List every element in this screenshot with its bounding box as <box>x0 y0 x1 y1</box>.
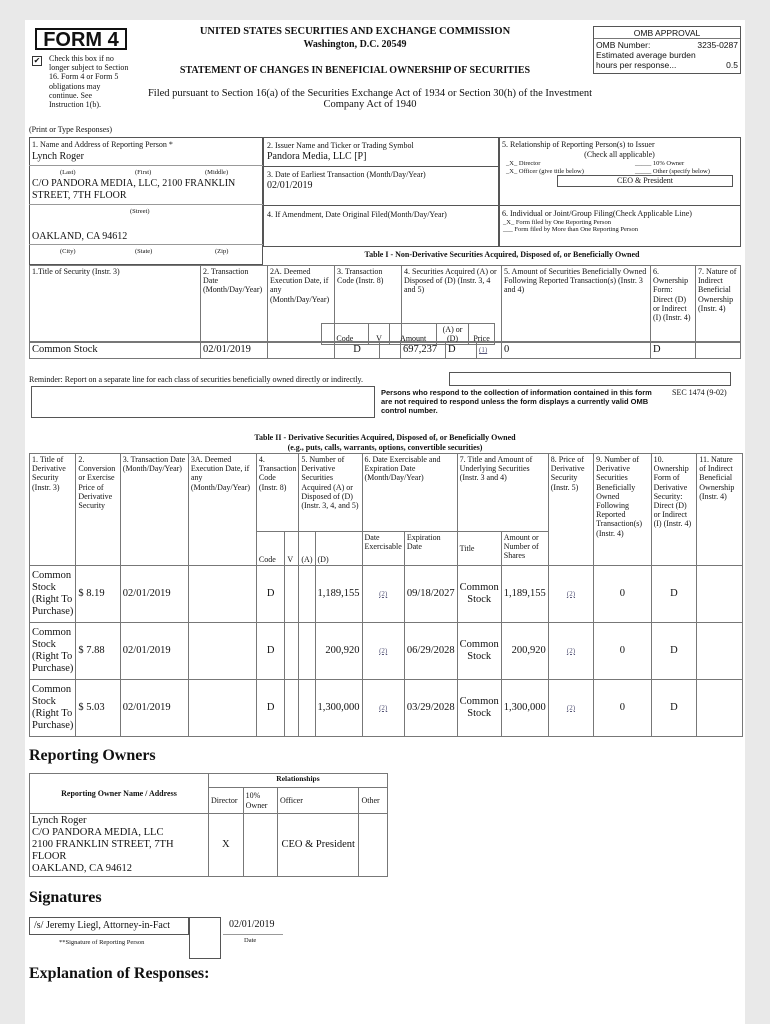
t2-r0-own: D <box>651 566 697 623</box>
t1-footnote[interactable]: (1) <box>479 346 488 355</box>
t2-r0-security: Common Stock (Right To Purchase) <box>30 566 76 623</box>
t2-r1-nature <box>697 623 743 680</box>
signature-date: 02/01/2019 <box>229 919 275 930</box>
label-street: (Street) <box>130 208 150 215</box>
reporting-person-name: Lynch Roger <box>32 151 84 162</box>
t2-r2-shares: 1,300,000 <box>501 680 548 737</box>
t2-r0-deemed <box>188 566 256 623</box>
city-state-zip: OAKLAND, CA 94612 <box>32 231 128 242</box>
label-last: (Last) <box>60 169 76 176</box>
t2-r0-code: D <box>256 566 284 623</box>
owners-relationships-header: Relationships <box>208 774 387 788</box>
street-address: C/O PANDORA MEDIA, LLC, 2100 FRANKLIN STREET, 7TH FLOOR <box>32 178 236 201</box>
explanation-heading: Explanation of Responses: <box>29 965 210 982</box>
persons-notice: Persons who respond to the collection of information contained in this form are not required to respond unless the form displays a currently valid OMB control number. <box>381 388 652 415</box>
other-line: _____ Other (specify below) <box>635 168 710 175</box>
t2-r2-v <box>285 680 299 737</box>
t2-date-exercisable: Date Exercisable <box>362 532 404 566</box>
omb-title: OMB APPROVAL <box>594 28 740 39</box>
t2-r2-code: D <box>256 680 284 737</box>
box2-label: 2. Issuer Name and Ticker or Trading Symbol <box>267 141 414 150</box>
box5-label: 5. Relationship of Reporting Person(s) to Issuer <box>502 140 655 149</box>
t2-r1-own: D <box>651 623 697 680</box>
t2-r1-exfn[interactable]: (2) <box>379 646 388 655</box>
t2-r2-pricefn[interactable]: (2) <box>566 703 576 712</box>
t2-h11: 10. Ownership Form of Derivative Security: Direct (D) or Indirect (I) (Instr. 4) <box>651 454 697 566</box>
t2-r2-deemed <box>188 680 256 737</box>
t2-r1-exp: 06/29/2028 <box>404 623 457 680</box>
reminder-box-right <box>449 372 731 386</box>
signature-block <box>29 917 289 959</box>
t1-nature <box>696 343 741 359</box>
omb-number-label: OMB Number: <box>596 40 651 50</box>
issuer-name: Pandora Media, LLC [P] <box>267 151 367 162</box>
t2-r0-exp: 09/18/2027 <box>404 566 457 623</box>
t2-r2-d: 1,300,000 <box>315 680 362 737</box>
t2-r0-v <box>285 566 299 623</box>
t1-aord: (A) or (D) <box>436 324 468 345</box>
officer-title: CEO & President <box>557 175 733 187</box>
box6-label: 6. Individual or Joint/Group Filing(Check Applicable Line) <box>502 209 692 218</box>
t2-h4: 3A. Deemed Execution Date, if any (Month/Day/Year) <box>188 454 256 566</box>
owners-director-header: Director <box>208 788 243 814</box>
reminder-box-left <box>31 386 375 418</box>
t1-owned: 0 <box>502 343 651 359</box>
label-state: (State) <box>135 248 153 255</box>
t2-r1-code: D <box>256 623 284 680</box>
t2-h10: 9. Number of Derivative Securities Beneficially Owned Following Reported Transaction(s) (Instr. 4) <box>594 454 651 566</box>
t2-r1-security: Common Stock (Right To Purchase) <box>30 623 76 680</box>
t1-h4: 3. Transaction Code (Instr. 8) <box>335 266 402 342</box>
t1-code: Code <box>322 324 369 345</box>
t1-price: Price <box>469 324 495 345</box>
signature-caption: **Signature of Reporting Person <box>59 939 145 946</box>
omb-box <box>593 26 741 74</box>
t2-r1-pricefn[interactable]: (2) <box>566 646 576 655</box>
t2-r2-exfn[interactable]: (2) <box>379 703 388 712</box>
statement-title: STATEMENT OF CHANGES IN BENEFICIAL OWNERSHIP OF SECURITIES <box>179 65 531 76</box>
omb-number: 3235-0287 <box>697 40 738 50</box>
t2-r1-d: 200,920 <box>315 623 362 680</box>
t2-r2-exp: 03/29/2028 <box>404 680 457 737</box>
t2-r0-d: 1,189,155 <box>315 566 362 623</box>
t2-r0-date: 02/01/2019 <box>120 566 188 623</box>
t2-h2: 2. Conversion or Exercise Price of Derivative Security <box>76 454 120 566</box>
t2-r1-a <box>299 623 315 680</box>
print-or-type: (Print or Type Responses) <box>29 125 113 134</box>
box3-label: 3. Date of Earliest Transaction (Month/Day/Year) <box>267 170 426 179</box>
t1-h7: 6. Ownership Form: Direct (D) or Indirect (I) (Instr. 4) <box>651 266 696 342</box>
t1-ownership: D <box>651 343 696 359</box>
t1-deemed <box>268 343 335 359</box>
label-middle: (Middle) <box>205 169 229 176</box>
form-title: FORM 4 <box>35 28 127 50</box>
owners-other-header: Other <box>359 788 388 814</box>
t2-r1-title: Common Stock <box>457 623 501 680</box>
t2-r2-security: Common Stock (Right To Purchase) <box>30 680 76 737</box>
t2-r2-price: $ 5.03 <box>76 680 120 737</box>
ten-pct-line: _____ 10% Owner <box>635 160 685 167</box>
t2-r0-exfn[interactable]: (2) <box>379 589 388 598</box>
t2-r0-shares: 1,189,155 <box>501 566 548 623</box>
t1-v-val <box>380 343 401 359</box>
omb-hours: 0.5 <box>726 60 738 70</box>
check-box[interactable]: ✔ <box>33 56 41 65</box>
table-row <box>30 623 743 680</box>
t2-v: V <box>285 532 299 566</box>
date-caption: Date <box>244 937 257 944</box>
sec-code: SEC 1474 (9-02) <box>672 388 727 397</box>
table-ii <box>29 453 743 737</box>
t2-r2-a <box>299 680 315 737</box>
t1-amount: Amount <box>390 324 437 345</box>
t2-r1-price: $ 7.88 <box>76 623 120 680</box>
box1-label: 1. Name and Address of Reporting Person * <box>32 140 173 149</box>
t2-expiration: Expiration Date <box>404 532 457 566</box>
owner-officer: CEO & President <box>277 814 359 877</box>
omb-hours-label: hours per response... <box>596 60 677 70</box>
table2-subtitle: (e.g., puts, calls, warrants, options, convertible securities) <box>287 443 483 452</box>
table1-title: Table I - Non-Derivative Securities Acquired, Disposed of, or Beneficially Owned <box>364 250 640 259</box>
t2-h7: 6. Date Exercisable and Expiration Date (Month/Day/Year) <box>362 454 457 532</box>
t1-h2: 2. Transaction Date (Month/Day/Year) <box>201 266 268 342</box>
t1-h3: 2A. Deemed Execution Date, if any (Month/Day/Year) <box>268 266 335 342</box>
t2-h8: 7. Title and Amount of Underlying Securities (Instr. 3 and 4) <box>457 454 548 532</box>
t2-h3: 3. Transaction Date (Month/Day/Year) <box>120 454 188 566</box>
t1-h1: 1.Title of Security (Instr. 3) <box>30 266 201 342</box>
t1-code-val: D <box>335 343 380 359</box>
t2-r0-a <box>299 566 315 623</box>
box6-one-person: _X_ Form filed by One Reporting Person <box>503 219 611 226</box>
t2-amount-shares: Amount or Number of Shares <box>501 532 548 566</box>
table2-title: Table II - Derivative Securities Acquired, Disposed of, or Beneficially Owned <box>254 433 516 442</box>
t2-h12: 11. Nature of Indirect Beneficial Ownership (Instr. 4) <box>697 454 743 566</box>
table-row <box>30 343 741 359</box>
label-first: (First) <box>135 169 152 176</box>
reporting-owners-heading: Reporting Owners <box>29 747 156 764</box>
t1-h5: 4. Securities Acquired (A) or Disposed of (D) (Instr. 3, 4 and 5) <box>402 266 502 342</box>
t2-r2-date: 02/01/2019 <box>120 680 188 737</box>
t2-h9: 8. Price of Derivative Security (Instr. 5) <box>548 454 593 566</box>
t1-h8: 7. Nature of Indirect Beneficial Ownership (Instr. 4) <box>696 266 741 342</box>
label-city: (City) <box>60 248 76 255</box>
t2-title: Title <box>457 532 501 566</box>
reminder: Reminder: Report on a separate line for each class of securities beneficially owned directly or indirectly. <box>29 375 364 384</box>
table-row <box>30 814 388 877</box>
t2-r1-v <box>285 623 299 680</box>
owner-name-address: Lynch Roger C/O PANDORA MEDIA, LLC 2100 FRANKLIN STREET, 7TH FLOOR OAKLAND, CA 94612 <box>30 814 209 877</box>
officer-line: _X_ Officer (give title below) <box>506 168 584 175</box>
t2-r0-price: $ 8.19 <box>76 566 120 623</box>
owners-officer-header: Officer <box>277 788 359 814</box>
owner-ten <box>243 814 277 877</box>
box6-more-person: ___ Form filed by More than One Reporting Person <box>503 226 639 233</box>
t2-r2-title: Common Stock <box>457 680 501 737</box>
t1-h6: 5. Amount of Securities Beneficially Owned Following Reported Transaction(s) (Instr. 3 and 4) <box>502 266 651 342</box>
label-zip: (Zip) <box>215 248 229 255</box>
t1-date: 02/01/2019 <box>201 343 268 359</box>
t1-amount-val: 697,237 <box>401 343 446 359</box>
owner-director: X <box>208 814 243 877</box>
director-line: _X_ Director <box>506 160 541 167</box>
box4-label: 4. If Amendment, Date Original Filed(Month/Day/Year) <box>267 210 447 219</box>
signature-mid <box>189 917 221 959</box>
table-row <box>30 680 743 737</box>
owners-name-header: Reporting Owner Name / Address <box>30 774 209 814</box>
form-page <box>25 20 745 1024</box>
table-i-row <box>29 342 741 359</box>
t2-r2-nature <box>697 680 743 737</box>
t1-aord-val: D <box>446 343 477 359</box>
earliest-date: 02/01/2019 <box>267 180 313 191</box>
t2-r0-title: Common Stock <box>457 566 501 623</box>
signature-name: /s/ Jeremy Liegl, Attorney-in-Fact <box>29 917 189 935</box>
table-row <box>30 566 743 623</box>
t1-security: Common Stock <box>30 343 201 359</box>
t2-r2-owned: 0 <box>594 680 651 737</box>
owners-ten-header: 10% Owner <box>243 788 277 814</box>
t2-r1-deemed <box>188 623 256 680</box>
t1-v: V <box>368 324 390 345</box>
t2-h5: 4. Transaction Code (Instr. 8) <box>256 454 298 532</box>
t2-r1-shares: 200,920 <box>501 623 548 680</box>
reporting-owners-table <box>29 773 388 877</box>
sec-title: UNITED STATES SECURITIES AND EXCHANGE COMMISSION <box>199 26 511 37</box>
signatures-heading: Signatures <box>29 889 102 906</box>
checkbox-note: Check this box if no longer subject to Section 16. Form 4 or Form 5 obligations may continue. See Instruction 1(b). <box>49 54 129 109</box>
sec-location: Washington, D.C. 20549 <box>303 39 407 50</box>
filed-pursuant: Filed pursuant to Section 16(a) of the Securities Exchange Act of 1934 or Section 30(h) of the Investment Company Act of 1940 <box>147 88 593 110</box>
t2-d: (D) <box>315 532 362 566</box>
owner-other <box>359 814 388 877</box>
t2-r0-owned: 0 <box>594 566 651 623</box>
t2-a: (A) <box>299 532 315 566</box>
box5-check-all: (Check all applicable) <box>584 150 655 159</box>
t2-code: Code <box>256 532 284 566</box>
t2-r0-pricefn[interactable]: (2) <box>566 589 576 598</box>
omb-burden-label: Estimated average burden <box>596 50 696 60</box>
t2-r1-date: 02/01/2019 <box>120 623 188 680</box>
t2-r1-owned: 0 <box>594 623 651 680</box>
t2-h6: 5. Number of Derivative Securities Acquired (A) or Disposed of (D) (Instr. 3, 4, and 5) <box>299 454 362 532</box>
t2-r2-own: D <box>651 680 697 737</box>
t2-r0-nature <box>697 566 743 623</box>
t2-h1: 1. Title of Derivative Security (Instr. 3) <box>30 454 76 566</box>
